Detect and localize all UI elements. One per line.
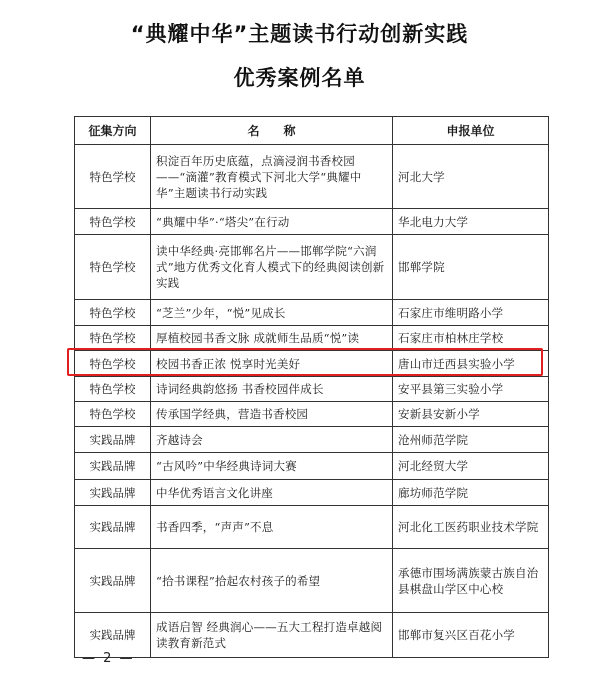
row-unit: 唐山市迁西县实验小学 bbox=[393, 351, 549, 377]
row-unit: 河北化工医药职业技术学院 bbox=[393, 506, 549, 549]
row-unit: 华北电力大学 bbox=[393, 209, 549, 235]
document-title-line1: “典耀中华”主题读书行动创新实践 bbox=[130, 22, 469, 46]
row-category: 特色学校 bbox=[75, 235, 151, 300]
row-name: “拾书课程”拾起农村孩子的希望 bbox=[151, 549, 393, 613]
header-category: 征集方向 bbox=[75, 117, 151, 145]
table-row bbox=[75, 209, 549, 235]
table-row bbox=[75, 145, 549, 209]
row-category: 特色学校 bbox=[75, 402, 151, 427]
row-name: 成语启智 经典润心——五大工程打造卓越阅读教育新范式 bbox=[151, 613, 393, 658]
row-unit: 石家庄市柏林庄学校 bbox=[393, 326, 549, 351]
table-row bbox=[75, 235, 549, 300]
row-unit: 河北经贸大学 bbox=[393, 453, 549, 480]
row-category: 实践品牌 bbox=[75, 453, 151, 480]
row-category: 实践品牌 bbox=[75, 427, 151, 453]
table-row bbox=[75, 300, 549, 326]
row-name: 诗词经典韵悠扬 书香校园伴成长 bbox=[151, 377, 393, 402]
document-title-line2: 优秀案例名单 bbox=[233, 66, 366, 90]
row-name: 读中华经典·亮邯郸名片——邯郸学院“六润式”地方优秀文化育人模式下的经典阅读创新实践 bbox=[151, 235, 393, 300]
row-name: “典耀中华”·“塔尖”在行动 bbox=[151, 209, 393, 235]
table-row bbox=[75, 377, 549, 402]
row-unit: 沧州师范学院 bbox=[393, 427, 549, 453]
row-unit: 承德市围场满族蒙古族自治县棋盘山学区中心校 bbox=[393, 549, 549, 613]
row-category: 实践品牌 bbox=[75, 549, 151, 613]
table-row bbox=[75, 480, 549, 506]
table-row bbox=[75, 402, 549, 427]
row-name: 书香四季，“声声”不息 bbox=[151, 506, 393, 549]
row-category: 特色学校 bbox=[75, 300, 151, 326]
row-unit: 廊坊师范学院 bbox=[393, 480, 549, 506]
row-unit: 安新县安新小学 bbox=[393, 402, 549, 427]
table-row bbox=[75, 427, 549, 453]
row-unit: 石家庄市维明路小学 bbox=[393, 300, 549, 326]
row-category: 特色学校 bbox=[75, 209, 151, 235]
row-name: 齐越诗会 bbox=[151, 427, 393, 453]
row-unit: 河北大学 bbox=[393, 145, 549, 209]
table-header-row bbox=[75, 117, 549, 145]
header-unit: 申报单位 bbox=[393, 117, 549, 145]
row-category: 特色学校 bbox=[75, 377, 151, 402]
table-row bbox=[75, 506, 549, 549]
row-name: 厚植校园书香文脉 成就师生品质“悦”读 bbox=[151, 326, 393, 351]
table-row bbox=[75, 613, 549, 658]
row-name: “芝兰”少年，“悦”见成长 bbox=[151, 300, 393, 326]
table-row-highlighted bbox=[75, 351, 549, 377]
page-number: — 2 — bbox=[82, 651, 135, 666]
row-name: 积淀百年历史底蕴，点滴浸润书香校园——“滴灌”教育模式下河北大学“典耀中华”主题读书行动实践 bbox=[151, 145, 393, 209]
row-category: 实践品牌 bbox=[75, 613, 151, 658]
row-unit: 安平县第三实验小学 bbox=[393, 377, 549, 402]
row-category: 实践品牌 bbox=[75, 506, 151, 549]
row-unit: 邯郸学院 bbox=[393, 235, 549, 300]
row-category: 特色学校 bbox=[75, 326, 151, 351]
case-list-table bbox=[74, 116, 549, 658]
table-row bbox=[75, 453, 549, 480]
row-category: 特色学校 bbox=[75, 145, 151, 209]
row-name: “古风吟”中华经典诗词大赛 bbox=[151, 453, 393, 480]
table-row bbox=[75, 326, 549, 351]
row-category: 实践品牌 bbox=[75, 480, 151, 506]
row-name: 校园书香正浓 悦享时光美好 bbox=[151, 351, 393, 377]
row-category: 特色学校 bbox=[75, 351, 151, 377]
row-name: 中华优秀语言文化讲座 bbox=[151, 480, 393, 506]
row-name: 传承国学经典，营造书香校园 bbox=[151, 402, 393, 427]
table-row bbox=[75, 549, 549, 613]
header-name: 名 称 bbox=[151, 117, 393, 145]
row-unit: 邯郸市复兴区百花小学 bbox=[393, 613, 549, 658]
